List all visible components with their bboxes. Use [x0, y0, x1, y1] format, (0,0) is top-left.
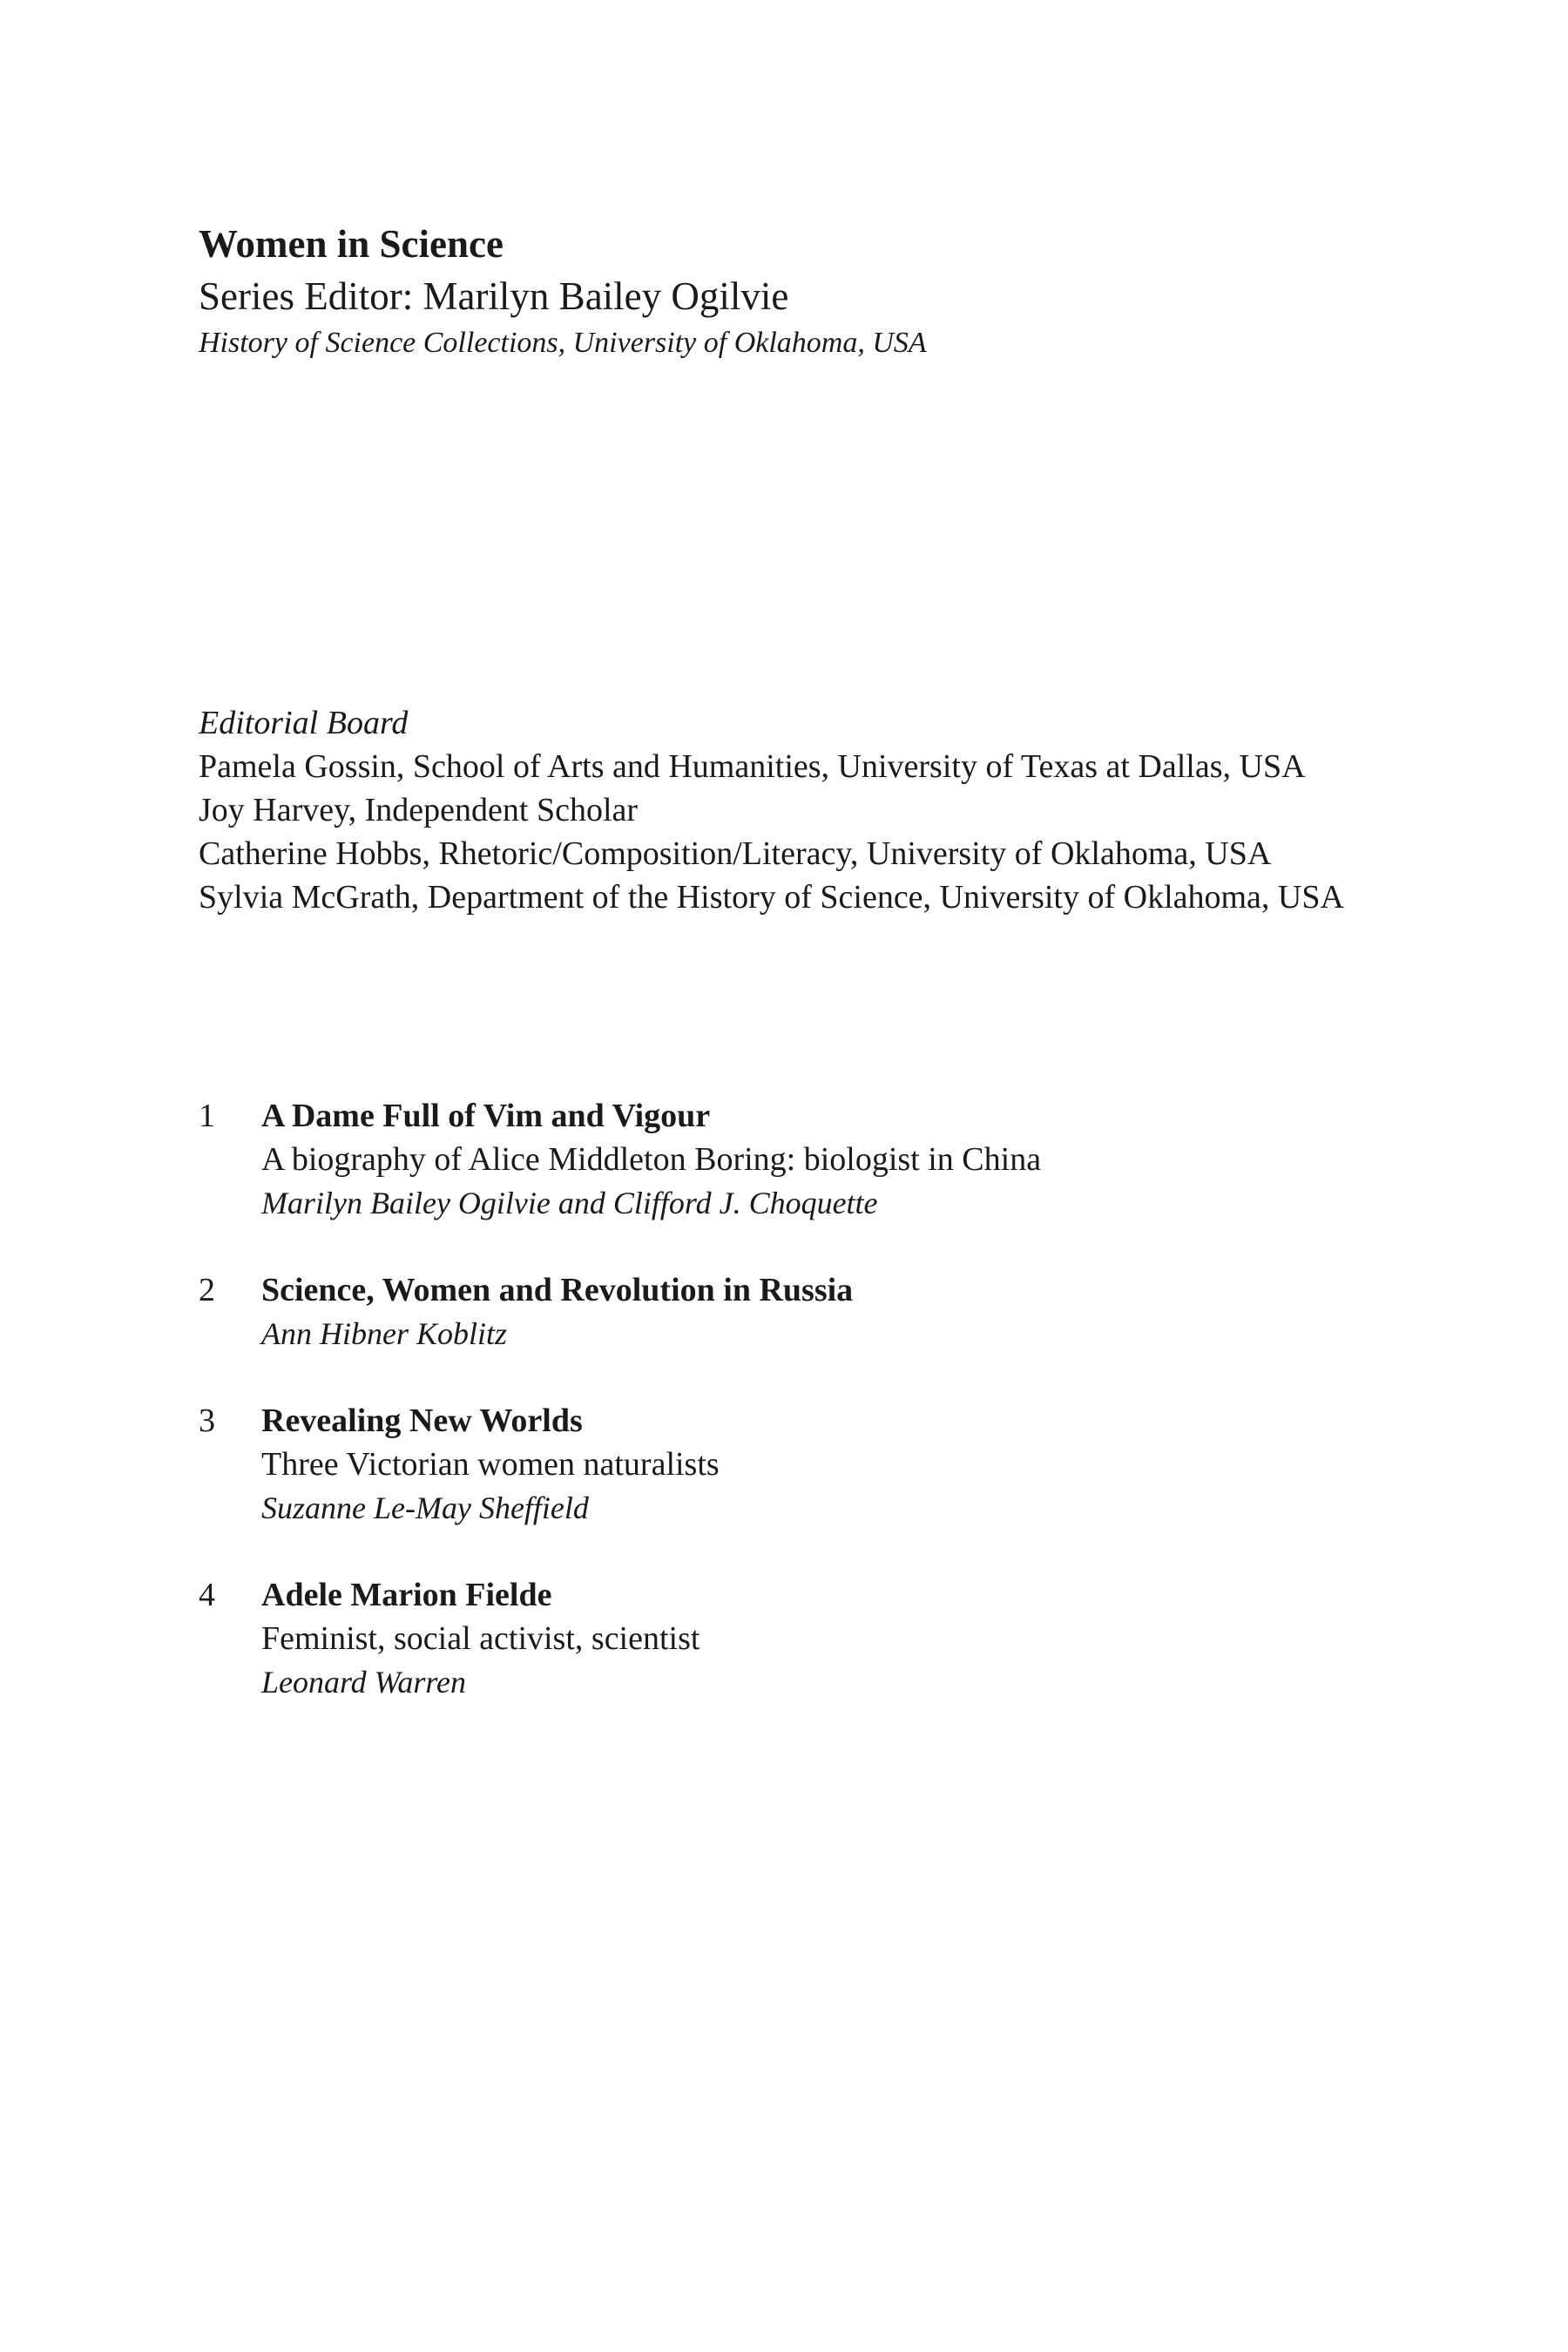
board-member: Sylvia McGrath, Department of the History of Science, University of Oklahoma, USA	[199, 879, 1344, 916]
book-author: Leonard Warren	[261, 1665, 467, 1700]
book-title: Revealing New Worlds	[261, 1402, 583, 1439]
series-editor: Series Editor: Marilyn Bailey Ogilvie	[199, 274, 789, 318]
book-details	[261, 1094, 1376, 1225]
board-member: Pamela Gossin, School of Arts and Humanities, University of Texas at Dallas, USA	[199, 748, 1306, 785]
board-member: Joy Harvey, Independent Scholar	[199, 792, 639, 828]
board-heading: Editorial Board	[199, 705, 409, 741]
book-item	[199, 1399, 1376, 1530]
book-author: Ann Hibner Koblitz	[261, 1316, 508, 1351]
series-header	[199, 218, 1376, 364]
book-details	[261, 1268, 1376, 1355]
book-subtitle: A biography of Alice Middleton Boring: biologist in China	[261, 1141, 1042, 1178]
book-title: Adele Marion Fielde	[261, 1577, 552, 1613]
book-author: Suzanne Le-May Sheffield	[261, 1490, 589, 1525]
book-title: A Dame Full of Vim and Vigour	[261, 1098, 711, 1134]
editorial-board	[199, 701, 1376, 919]
book-list	[199, 1094, 1376, 1747]
book-item	[199, 1573, 1376, 1704]
book-title: Science, Women and Revolution in Russia	[261, 1272, 854, 1308]
book-details	[261, 1573, 1376, 1704]
book-number: 1	[199, 1098, 215, 1134]
series-affiliation: History of Science Collections, University of Oklahoma, USA	[199, 327, 927, 359]
series-title: Women in Science	[199, 222, 504, 266]
book-number: 3	[199, 1402, 215, 1439]
book-number: 4	[199, 1577, 215, 1613]
book-subtitle: Feminist, social activist, scientist	[261, 1620, 700, 1657]
book-item	[199, 1268, 1376, 1355]
book-subtitle: Three Victorian women naturalists	[261, 1446, 720, 1483]
board-member: Catherine Hobbs, Rhetoric/Composition/Literacy, University of Oklahoma, USA	[199, 835, 1272, 872]
book-item	[199, 1094, 1376, 1225]
book-author: Marilyn Bailey Ogilvie and Clifford J. Choquette	[261, 1186, 878, 1220]
book-details	[261, 1399, 1376, 1530]
book-number: 2	[199, 1272, 215, 1308]
